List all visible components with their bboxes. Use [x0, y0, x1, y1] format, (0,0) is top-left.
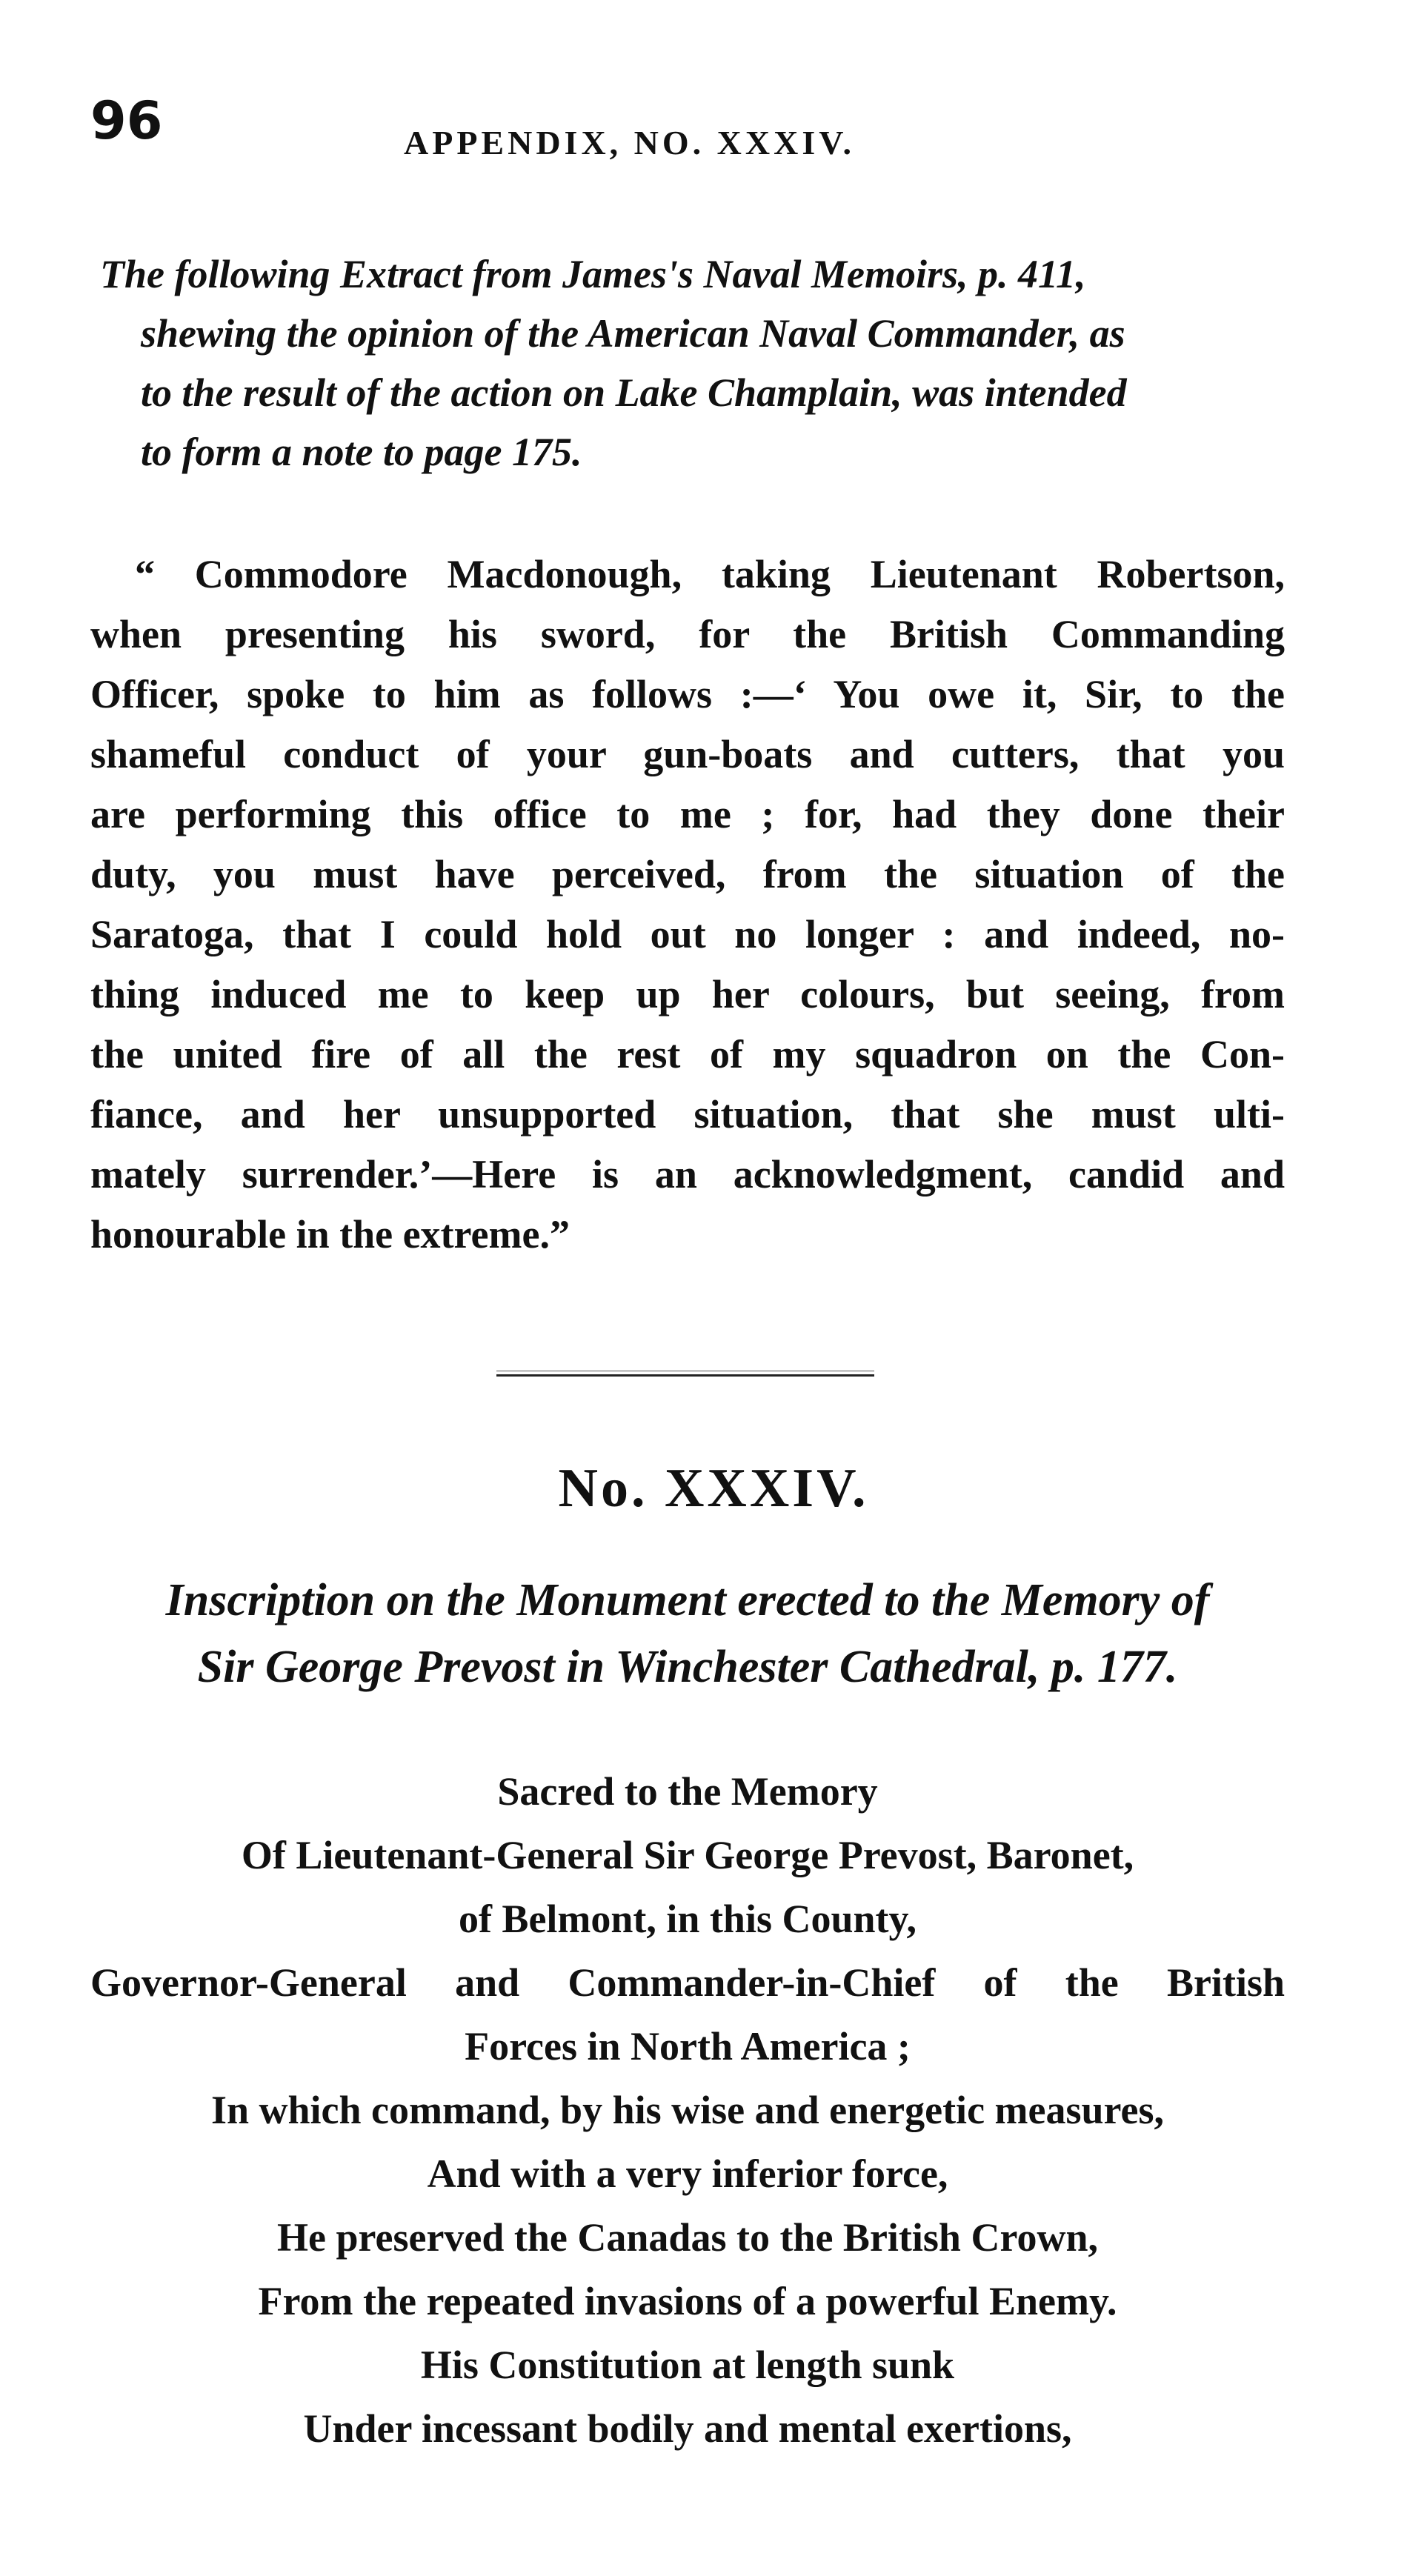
section-heading: No. XXXIV. — [558, 1458, 869, 1519]
intro-line: to the result of the action on Lake Champlain, was intended — [141, 370, 1127, 415]
inscription-line: Under incessant bodily and mental exertions, — [303, 2406, 1072, 2451]
intro-paragraph — [100, 244, 1285, 482]
inscription-line: Forces in North America ; — [465, 2024, 911, 2069]
quote-line: when presenting his sword, for the British Commanding — [90, 612, 1285, 656]
inscription-line: Sacred to the Memory — [497, 1769, 878, 1814]
quote-line: are performing this office to me ; for, had they done their — [90, 792, 1285, 836]
quote-line: Saratoga, that I could hold out no longer : and indeed, no- — [90, 912, 1285, 956]
inscription-text — [90, 1760, 1285, 2460]
intro-line: to form a note to page 175. — [141, 430, 582, 474]
inscription-line: His Constitution at length sunk — [420, 2343, 955, 2387]
inscription-line: He preserved the Canadas to the British Crown, — [277, 2215, 1098, 2260]
running-head: APPENDIX, NO. XXXIV. — [404, 124, 856, 162]
inscription-line: From the repeated invasions of a powerful Enemy. — [258, 2279, 1117, 2323]
quote-line: honourable in the extreme.” — [90, 1212, 570, 1257]
intro-line: shewing the opinion of the American Naval Commander, as — [141, 311, 1125, 356]
inscription-title-line: Sir George Prevost in Winchester Cathedral, p. 177. — [197, 1642, 1178, 1692]
page-number: 96 — [90, 90, 163, 151]
inscription-title — [90, 1567, 1285, 1700]
quote-line: shameful conduct of your gun-boats and cutters, that you — [90, 732, 1285, 776]
inscription-line: Of Lieutenant-General Sir George Prevost, Baronet, — [241, 1833, 1134, 1877]
quote-line: the united fire of all the rest of my squadron on the Con- — [90, 1032, 1285, 1076]
quote-line: fiance, and her unsupported situation, that she must ulti- — [90, 1092, 1285, 1136]
inscription-title-line: Inscription on the Monument erected to the Memory of — [165, 1575, 1210, 1625]
quote-line: “ Commodore Macdonough, taking Lieutenant Robertson, — [135, 552, 1285, 596]
quote-paragraph — [90, 545, 1285, 1265]
intro-line: The following Extract from James's Naval Memoirs, p. 411, — [100, 252, 1086, 296]
quote-line: duty, you must have perceived, from the situation of the — [90, 852, 1285, 896]
inscription-line: Governor-General and Commander-in-Chief of the British — [90, 1960, 1285, 2005]
inscription-line: In which command, by his wise and energetic measures, — [210, 2088, 1165, 2132]
inscription-line: And with a very inferior force, — [427, 2151, 948, 2196]
quote-line: Officer, spoke to him as follows :—‘ You owe it, Sir, to the — [90, 672, 1285, 716]
inscription-line: of Belmont, in this County, — [458, 1897, 917, 1941]
quote-line: mately surrender.’—Here is an acknowledgment, candid and — [90, 1152, 1285, 1197]
quote-line: thing induced me to keep up her colours, but seeing, from — [90, 972, 1285, 1016]
section-divider — [496, 1374, 874, 1377]
